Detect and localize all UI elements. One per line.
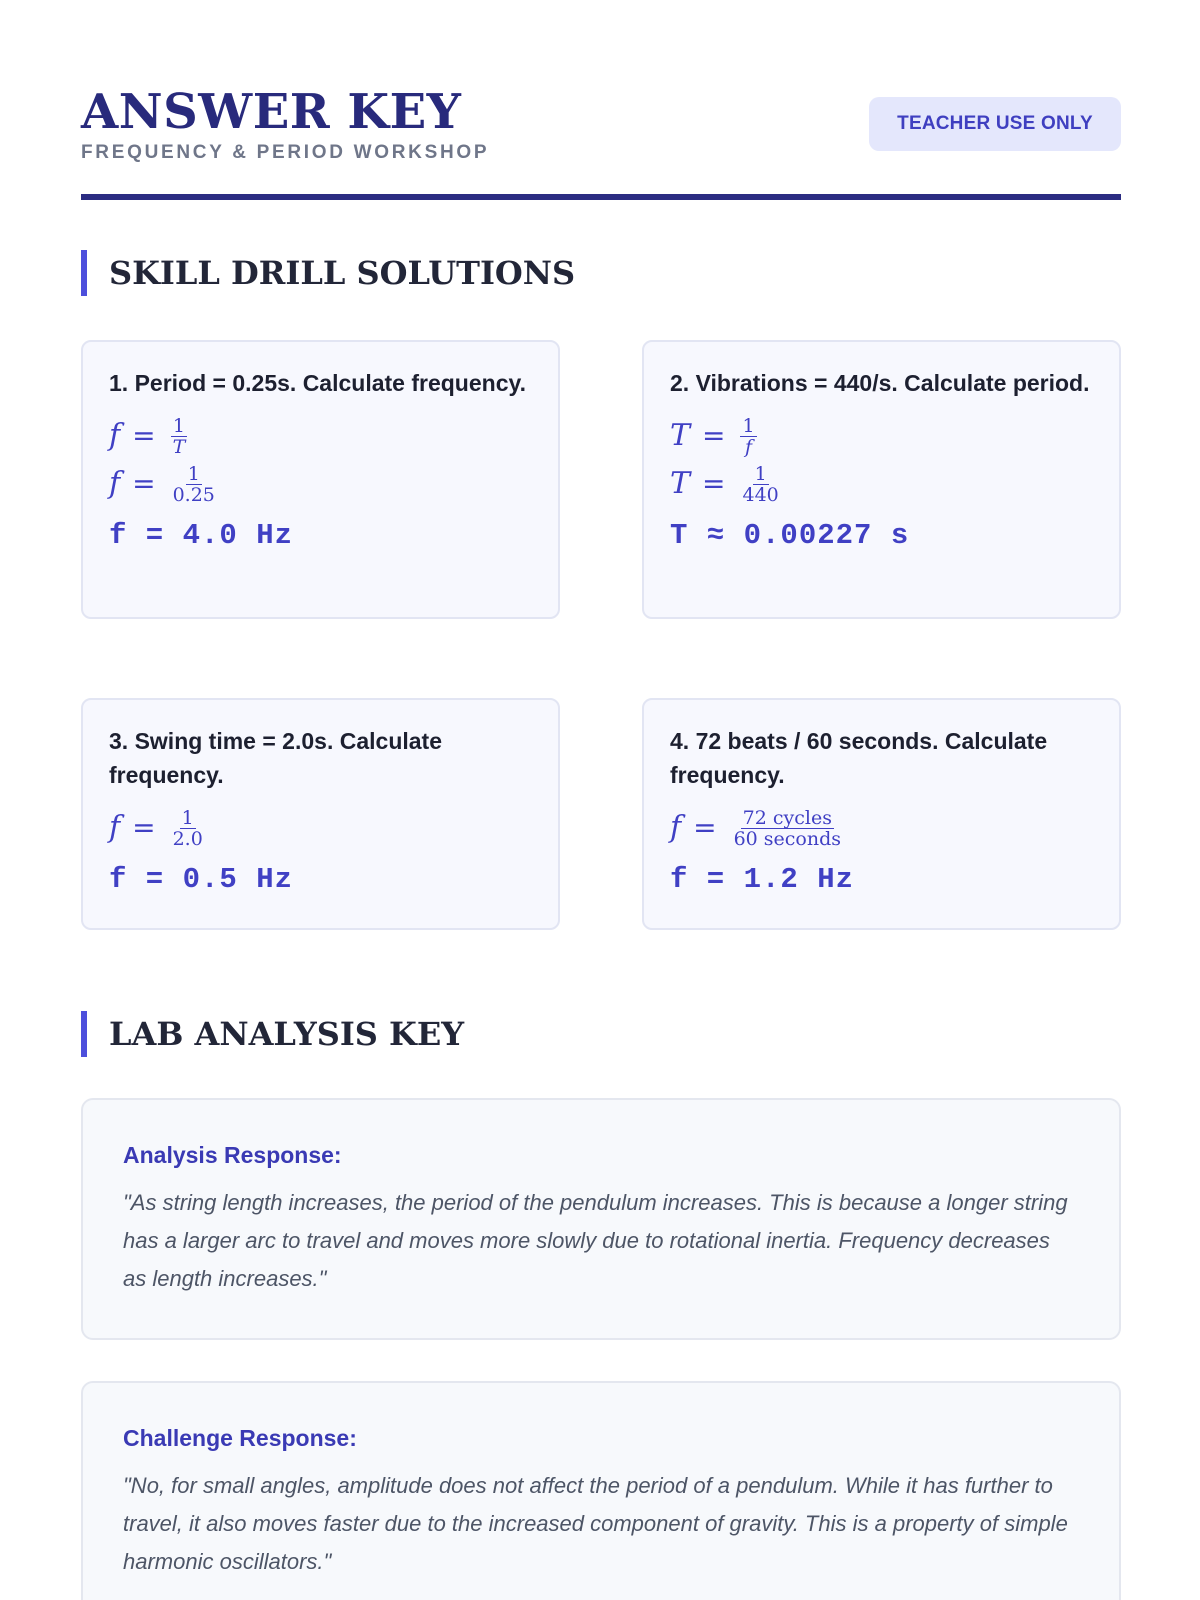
fraction-denominator: 440 — [742, 483, 779, 506]
section-heading-lab-analysis: LAB ANALYSIS KEY — [81, 1011, 881, 1057]
fraction — [168, 808, 208, 849]
formula-variable: T — [670, 418, 691, 453]
equals-sign: = — [702, 419, 726, 452]
drill-result: f = 1.2 Hz — [670, 863, 855, 896]
fraction — [737, 464, 783, 505]
drill-card-4 — [642, 698, 1121, 930]
fraction-numerator: 1 — [172, 414, 185, 437]
drill-question: 1. Period = 0.25s. Calculate frequency. — [109, 370, 526, 396]
drill-question: 3. Swing time = 2.0s. Calculate frequency. — [109, 728, 442, 788]
equals-sign: = — [702, 467, 726, 500]
fraction-numerator: 1 — [181, 806, 194, 829]
fraction — [737, 416, 759, 457]
page-title: ANSWER KEY — [81, 84, 462, 140]
equals-sign: = — [132, 811, 156, 844]
formula-step — [109, 412, 532, 460]
challenge-response-box — [81, 1381, 1121, 1600]
analysis-response-label: Analysis Response: — [123, 1142, 342, 1168]
fraction-numerator: 1 — [754, 462, 767, 485]
fraction-denominator: T — [172, 435, 186, 458]
fraction-denominator: 60 seconds — [733, 827, 842, 850]
fraction-denominator: 0.25 — [172, 483, 215, 506]
fraction-numerator: 1 — [742, 414, 755, 437]
formula-step — [670, 412, 1093, 460]
formula-step — [670, 460, 1093, 508]
drill-card-1 — [81, 340, 560, 619]
formula-variable: f — [109, 418, 121, 453]
drill-result: f = 4.0 Hz — [109, 519, 294, 552]
drill-question: 2. Vibrations = 440/s. Calculate period. — [670, 370, 1090, 396]
section-heading-skill-drill: SKILL DRILL SOLUTIONS — [81, 250, 881, 296]
fraction-denominator: f — [745, 435, 753, 458]
formula-variable: f — [109, 466, 121, 501]
challenge-response-text: "No, for small angles, amplitude does not affect the period of a pendulum. While it has further to travel, it also moves faster due to the increased component of gravity. This is a property of simple harmonic oscillators." — [123, 1473, 1068, 1574]
fraction-denominator: 2.0 — [172, 827, 203, 850]
fraction-numerator: 1 — [187, 462, 200, 485]
formula-variable: f — [109, 810, 121, 845]
drill-card-3 — [81, 698, 560, 930]
teacher-use-badge: TEACHER USE ONLY — [869, 97, 1121, 151]
drill-question: 4. 72 beats / 60 seconds. Calculate frequency. — [670, 728, 1048, 788]
drill-card-2 — [642, 340, 1121, 619]
fraction — [729, 808, 846, 849]
formula-step — [109, 460, 532, 508]
analysis-response-text: "As string length increases, the period of the pendulum increases. This is because a longer string has a larger arc to travel and moves more slowly due to rotational inertia. Frequency decreases as length increases." — [123, 1190, 1068, 1291]
fraction — [168, 416, 191, 457]
equals-sign: = — [132, 467, 156, 500]
formula-step — [670, 804, 1093, 852]
challenge-response-label: Challenge Response: — [123, 1425, 357, 1451]
equals-sign: = — [132, 419, 156, 452]
analysis-response-box — [81, 1098, 1121, 1340]
drill-result: f = 0.5 Hz — [109, 863, 294, 896]
fraction-numerator: 72 cycles — [742, 806, 832, 829]
formula-step — [109, 804, 532, 852]
fraction — [168, 464, 220, 505]
equals-sign: = — [693, 811, 717, 844]
page-header — [81, 84, 1121, 200]
page-subtitle: FREQUENCY & PERIOD WORKSHOP — [81, 142, 490, 163]
formula-variable: T — [670, 466, 691, 501]
formula-variable: f — [670, 810, 682, 845]
drill-result: T ≈ 0.00227 s — [670, 519, 910, 552]
header-divider — [81, 194, 1121, 200]
